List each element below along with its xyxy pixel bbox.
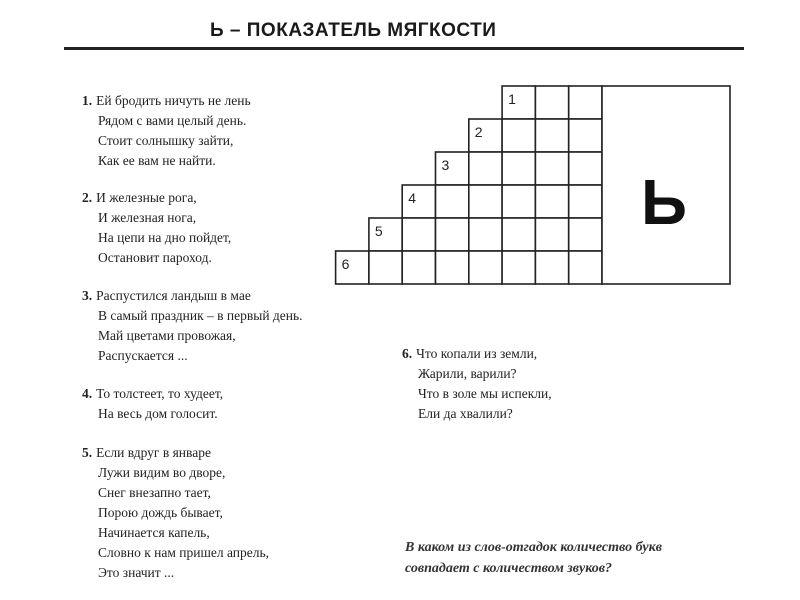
riddle-number: 1. — [82, 93, 93, 108]
riddle-number: 6. — [402, 346, 413, 361]
crossword-cell — [535, 119, 568, 152]
riddle-line: 1. Ей бродить ничуть не лень — [82, 93, 251, 108]
crossword-cell — [369, 251, 402, 284]
crossword-cell — [436, 218, 469, 251]
crossword-cell — [469, 185, 502, 218]
crossword-cell — [469, 218, 502, 251]
riddle-line: Порою дождь бывает, — [98, 505, 223, 520]
crossword-cell — [535, 86, 568, 119]
riddle-line: 5. Если вдруг в январе — [82, 445, 211, 460]
crossword-cell — [436, 251, 469, 284]
riddle-line: Рядом с вами целый день. — [98, 113, 247, 128]
crossword-cell — [569, 152, 602, 185]
riddle-number: 4. — [82, 386, 93, 401]
crossword-cell — [569, 218, 602, 251]
crossword-row-number: 1 — [508, 91, 516, 107]
riddle-line: Остановит пароход. — [98, 250, 212, 265]
riddle-line: Словно к нам пришел апрель, — [98, 545, 270, 560]
crossword-cell — [535, 185, 568, 218]
crossword-cell — [502, 218, 535, 251]
riddle-line: Стоит солнышку зайти, — [98, 133, 234, 148]
crossword-row-number: 5 — [374, 223, 383, 239]
riddle-line: 4. То толстеет, то худеет, — [82, 386, 224, 401]
crossword-cell — [502, 86, 535, 119]
riddle-line: В самый праздник – в первый день. — [98, 308, 303, 323]
riddle-line: Что в золе мы испекли, — [418, 386, 552, 401]
crossword-cell — [402, 218, 435, 251]
crossword-cell — [469, 251, 502, 284]
riddle-number: 2. — [82, 190, 93, 205]
riddle-line: 3. Распустился ландыш в мае — [82, 288, 251, 303]
crossword-cell — [336, 251, 369, 284]
riddle-line: На цепи на дно пойдет, — [98, 230, 232, 245]
riddle-line: Как ее вам не найти. — [98, 153, 216, 168]
crossword-cell — [402, 185, 435, 218]
riddle-number: 5. — [82, 445, 93, 460]
crossword-cell — [469, 152, 502, 185]
riddle-line: Лужи видим во дворе, — [98, 465, 226, 480]
crossword-cell — [535, 251, 568, 284]
riddle-line: Это значит ... — [98, 565, 175, 580]
crossword-cell — [436, 185, 469, 218]
riddle-line: 2. И железные рога, — [82, 190, 197, 205]
riddle-line: И железная нога, — [98, 210, 197, 225]
crossword-cell — [502, 251, 535, 284]
crossword-cell — [402, 251, 435, 284]
crossword-cell — [469, 119, 502, 152]
crossword-cell — [369, 218, 402, 251]
crossword-cell — [569, 251, 602, 284]
riddle-line: Ели да хвалили? — [418, 406, 513, 421]
question-line: совпадает с количеством звуков? — [405, 561, 613, 576]
page-title: Ь – ПОКАЗАТЕЛЬ МЯГКОСТИ — [210, 20, 497, 41]
riddle-line: 6. Что копали из земли, — [402, 346, 538, 361]
riddle-line: Май цветами провожая, — [98, 328, 236, 343]
crossword-cell — [569, 86, 602, 119]
crossword-cell — [535, 152, 568, 185]
riddle-line: На весь дом голосит. — [98, 406, 218, 421]
crossword-row-number: 3 — [441, 157, 450, 173]
riddle-line: Снег внезапно тает, — [98, 485, 211, 500]
riddle-line: Распускается ... — [98, 348, 188, 363]
riddle-number: 3. — [82, 288, 93, 303]
crossword-cell — [535, 218, 568, 251]
question-text — [405, 537, 775, 579]
crossword-cell — [436, 152, 469, 185]
crossword-cell — [502, 152, 535, 185]
crossword-row-number: 2 — [474, 124, 483, 140]
riddle-line: Жарили, варили? — [418, 366, 517, 381]
crossword-row-number: 6 — [341, 256, 350, 272]
crossword-cell — [569, 185, 602, 218]
question-line: В каком из слов-отгадок количество букв — [405, 540, 662, 555]
crossword-cell — [502, 119, 535, 152]
crossword-cell — [569, 119, 602, 152]
crossword-cell — [502, 185, 535, 218]
key-letter: Ь — [641, 166, 687, 238]
crossword-row-number: 4 — [408, 190, 416, 206]
riddle-line: Начинается капель, — [98, 525, 210, 540]
